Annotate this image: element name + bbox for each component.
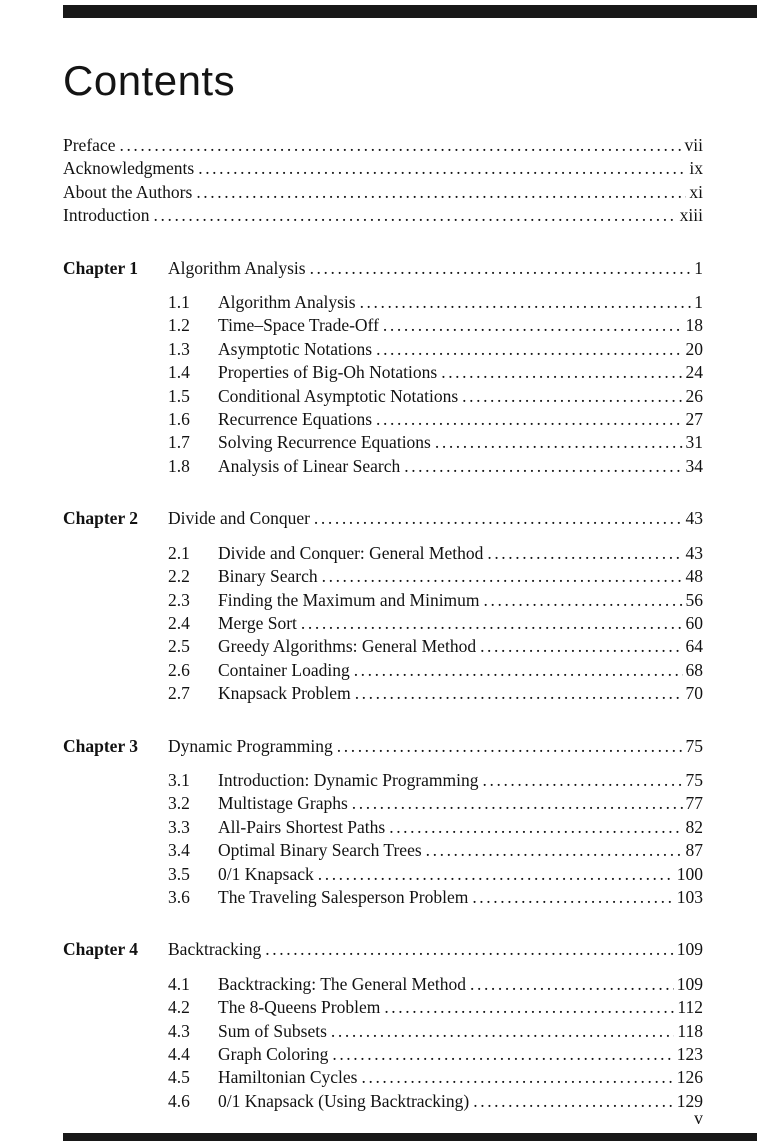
chapter-block bbox=[63, 507, 703, 705]
dot-leader bbox=[404, 455, 682, 478]
section-page: 26 bbox=[685, 385, 703, 406]
section-number: 1.6 bbox=[168, 409, 190, 430]
section-entry bbox=[168, 769, 703, 792]
section-number: 2.6 bbox=[168, 659, 190, 680]
section-page: 103 bbox=[676, 886, 703, 907]
section-title: Algorithm Analysis bbox=[218, 292, 356, 313]
section-title: Introduction: Dynamic Programming bbox=[218, 769, 479, 790]
section-number: 4.5 bbox=[168, 1067, 190, 1088]
section-number: 3.3 bbox=[168, 816, 190, 837]
dot-leader bbox=[487, 542, 682, 565]
dot-leader bbox=[384, 996, 674, 1019]
section-page: 34 bbox=[685, 455, 703, 476]
section-entry bbox=[168, 385, 703, 408]
section-title: Container Loading bbox=[218, 659, 350, 680]
section-entry bbox=[168, 291, 703, 314]
section-page: 48 bbox=[685, 566, 703, 587]
chapter-page: 43 bbox=[685, 508, 703, 529]
section-page: 109 bbox=[676, 973, 703, 994]
dot-leader bbox=[462, 385, 682, 408]
toc-entry-page: vii bbox=[684, 135, 703, 155]
toc-entry-page: xiii bbox=[679, 205, 703, 226]
dot-leader bbox=[383, 314, 683, 337]
dot-leader bbox=[314, 507, 683, 530]
folio-page-number: v bbox=[694, 1108, 703, 1128]
section-entry bbox=[168, 1043, 703, 1066]
section-number: 2.2 bbox=[168, 566, 190, 587]
section-page: 82 bbox=[685, 816, 703, 837]
section-number: 4.1 bbox=[168, 973, 190, 994]
section-title: Graph Coloring bbox=[218, 1044, 329, 1064]
section-number: 4.2 bbox=[168, 997, 190, 1018]
dot-leader bbox=[389, 816, 682, 839]
section-title: Binary Search bbox=[218, 566, 318, 587]
toc-entry-title: Acknowledgments bbox=[63, 158, 195, 179]
dot-leader bbox=[331, 1020, 674, 1043]
dot-leader bbox=[360, 291, 692, 314]
section-page: 75 bbox=[685, 769, 703, 790]
section-page: 43 bbox=[685, 542, 703, 563]
section-page: 112 bbox=[677, 997, 703, 1018]
section-page: 87 bbox=[685, 840, 703, 861]
section-number: 1.8 bbox=[168, 455, 190, 476]
section-number: 4.4 bbox=[168, 1044, 190, 1064]
section-list bbox=[63, 542, 703, 706]
chapter-label: Chapter 4 bbox=[63, 939, 139, 960]
section-title: 0/1 Knapsack bbox=[218, 863, 314, 884]
section-number: 1.5 bbox=[168, 385, 190, 406]
chapter-entry bbox=[63, 735, 703, 758]
toc-entry-page: ix bbox=[689, 158, 703, 179]
section-page: 60 bbox=[685, 612, 703, 633]
section-title: Time–Space Trade-Off bbox=[218, 315, 379, 336]
chapter-page: 75 bbox=[685, 735, 703, 756]
section-number: 3.5 bbox=[168, 863, 190, 884]
section-entry bbox=[168, 455, 703, 478]
dot-leader bbox=[470, 973, 674, 996]
section-page: 126 bbox=[676, 1067, 703, 1088]
section-entry bbox=[168, 839, 703, 862]
section-page: 24 bbox=[685, 362, 703, 383]
dot-leader bbox=[337, 735, 683, 758]
section-title: Greedy Algorithms: General Method bbox=[218, 636, 477, 657]
section-entry bbox=[168, 565, 703, 588]
dot-leader bbox=[472, 886, 673, 909]
chapter-title: Dynamic Programming bbox=[168, 735, 333, 756]
chapter-entry bbox=[63, 507, 703, 530]
section-page: 129 bbox=[676, 1090, 703, 1111]
table-of-contents bbox=[63, 134, 703, 1113]
dot-leader bbox=[318, 863, 674, 886]
chapter-block bbox=[63, 735, 703, 910]
dot-leader bbox=[265, 938, 673, 961]
section-title: Divide and Conquer: General Method bbox=[218, 542, 484, 563]
section-number: 3.4 bbox=[168, 840, 190, 861]
section-page: 123 bbox=[676, 1044, 703, 1064]
section-title: Asymptotic Notations bbox=[218, 338, 373, 359]
dot-leader bbox=[354, 659, 683, 682]
chapter-entry bbox=[63, 938, 703, 961]
dot-leader bbox=[352, 792, 683, 815]
dot-leader bbox=[154, 204, 677, 227]
section-title: Recurrence Equations bbox=[218, 409, 373, 430]
section-entry bbox=[168, 682, 703, 705]
section-title: Solving Recurrence Equations bbox=[218, 432, 431, 453]
front-matter-list bbox=[63, 134, 703, 228]
dot-leader bbox=[480, 635, 682, 658]
toc-entry bbox=[63, 134, 703, 157]
section-page: 31 bbox=[685, 432, 703, 453]
chapter-title: Divide and Conquer bbox=[168, 508, 310, 529]
chapter-entry bbox=[63, 257, 703, 280]
section-entry bbox=[168, 361, 703, 384]
section-entry bbox=[168, 542, 703, 565]
section-number: 2.3 bbox=[168, 589, 190, 610]
section-number: 4.3 bbox=[168, 1020, 190, 1041]
footer-bar bbox=[63, 1133, 757, 1141]
header-bar bbox=[63, 5, 757, 18]
section-number: 2.1 bbox=[168, 542, 190, 563]
dot-leader bbox=[119, 134, 681, 157]
toc-entry bbox=[63, 157, 703, 180]
dot-leader bbox=[441, 361, 682, 384]
dot-leader bbox=[362, 1066, 674, 1089]
section-number: 2.5 bbox=[168, 636, 190, 657]
chapter-label: Chapter 3 bbox=[63, 735, 139, 756]
toc-entry-title: Introduction bbox=[63, 205, 150, 226]
section-entry bbox=[168, 863, 703, 886]
toc-entry bbox=[63, 181, 703, 204]
section-entry bbox=[168, 1090, 703, 1113]
section-list bbox=[63, 769, 703, 909]
section-page: 56 bbox=[685, 589, 703, 610]
section-entry bbox=[168, 886, 703, 909]
section-entry bbox=[168, 996, 703, 1019]
section-entry bbox=[168, 973, 703, 996]
section-number: 3.6 bbox=[168, 886, 190, 907]
section-number: 1.3 bbox=[168, 338, 190, 359]
section-number: 1.7 bbox=[168, 432, 190, 453]
section-number: 1.1 bbox=[168, 292, 190, 313]
chapter-page: 1 bbox=[694, 257, 703, 278]
dot-leader bbox=[376, 338, 682, 361]
section-page: 118 bbox=[677, 1020, 703, 1041]
section-entry bbox=[168, 314, 703, 337]
section-entry bbox=[168, 431, 703, 454]
section-entry bbox=[168, 612, 703, 635]
section-page: 100 bbox=[676, 863, 703, 884]
section-number: 1.4 bbox=[168, 362, 190, 383]
section-entry bbox=[168, 816, 703, 839]
chapter-title: Backtracking bbox=[168, 939, 262, 960]
section-page: 77 bbox=[685, 793, 703, 814]
section-entry bbox=[168, 659, 703, 682]
section-entry bbox=[168, 1020, 703, 1043]
dot-leader bbox=[355, 682, 683, 705]
dot-leader bbox=[332, 1043, 673, 1066]
dot-leader bbox=[196, 181, 686, 204]
section-title: Analysis of Linear Search bbox=[218, 455, 401, 476]
section-title: The 8-Queens Problem bbox=[218, 997, 381, 1018]
section-title: Conditional Asymptotic Notations bbox=[218, 385, 459, 406]
section-number: 2.7 bbox=[168, 683, 190, 704]
section-entry bbox=[168, 1066, 703, 1089]
dot-leader bbox=[310, 257, 692, 280]
section-page: 68 bbox=[685, 659, 703, 680]
chapter-block bbox=[63, 257, 703, 479]
page-title: Contents bbox=[63, 57, 236, 104]
dot-leader bbox=[483, 769, 683, 792]
section-title: The Traveling Salesperson Problem bbox=[218, 886, 469, 907]
toc-entry-page: xi bbox=[689, 181, 703, 202]
dot-leader bbox=[435, 431, 683, 454]
section-page: 1 bbox=[694, 292, 703, 313]
section-title: Merge Sort bbox=[218, 612, 297, 633]
dot-leader bbox=[301, 612, 683, 635]
toc-entry-title: About the Authors bbox=[63, 181, 193, 202]
section-number: 3.2 bbox=[168, 793, 190, 814]
chapter-title: Algorithm Analysis bbox=[168, 257, 306, 278]
chapter-label: Chapter 2 bbox=[63, 508, 139, 529]
section-page: 64 bbox=[685, 636, 703, 657]
section-title: Properties of Big-Oh Notations bbox=[218, 362, 438, 383]
section-number: 4.6 bbox=[168, 1090, 190, 1111]
section-entry bbox=[168, 635, 703, 658]
dot-leader bbox=[426, 839, 683, 862]
section-title: 0/1 Knapsack (Using Backtracking) bbox=[218, 1090, 470, 1111]
section-title: Backtracking: The General Method bbox=[218, 973, 466, 994]
toc-entry bbox=[63, 204, 703, 227]
section-page: 27 bbox=[685, 409, 703, 430]
section-number: 2.4 bbox=[168, 612, 190, 633]
toc-entry-title: Preface bbox=[63, 135, 116, 155]
chapter-label: Chapter 1 bbox=[63, 257, 139, 278]
dot-leader bbox=[376, 408, 682, 431]
section-title: Sum of Subsets bbox=[218, 1020, 327, 1041]
dot-leader bbox=[322, 565, 683, 588]
section-entry bbox=[168, 338, 703, 361]
section-list bbox=[63, 291, 703, 478]
section-page: 70 bbox=[685, 683, 703, 704]
section-entry bbox=[168, 408, 703, 431]
section-list bbox=[63, 973, 703, 1113]
dot-leader bbox=[473, 1090, 674, 1113]
section-page: 18 bbox=[685, 315, 703, 336]
chapter-list bbox=[63, 257, 703, 1114]
dot-leader bbox=[198, 157, 686, 180]
section-page: 20 bbox=[685, 338, 703, 359]
section-title: Multistage Graphs bbox=[218, 793, 348, 814]
section-number: 3.1 bbox=[168, 769, 190, 790]
section-title: Finding the Maximum and Minimum bbox=[218, 589, 480, 610]
dot-leader bbox=[484, 589, 683, 612]
section-title: All-Pairs Shortest Paths bbox=[218, 816, 386, 837]
chapter-page: 109 bbox=[676, 939, 703, 960]
section-title: Optimal Binary Search Trees bbox=[218, 840, 422, 861]
section-entry bbox=[168, 589, 703, 612]
section-number: 1.2 bbox=[168, 315, 190, 336]
chapter-block bbox=[63, 938, 703, 1113]
section-title: Knapsack Problem bbox=[218, 683, 351, 704]
section-entry bbox=[168, 792, 703, 815]
section-title: Hamiltonian Cycles bbox=[218, 1067, 358, 1088]
